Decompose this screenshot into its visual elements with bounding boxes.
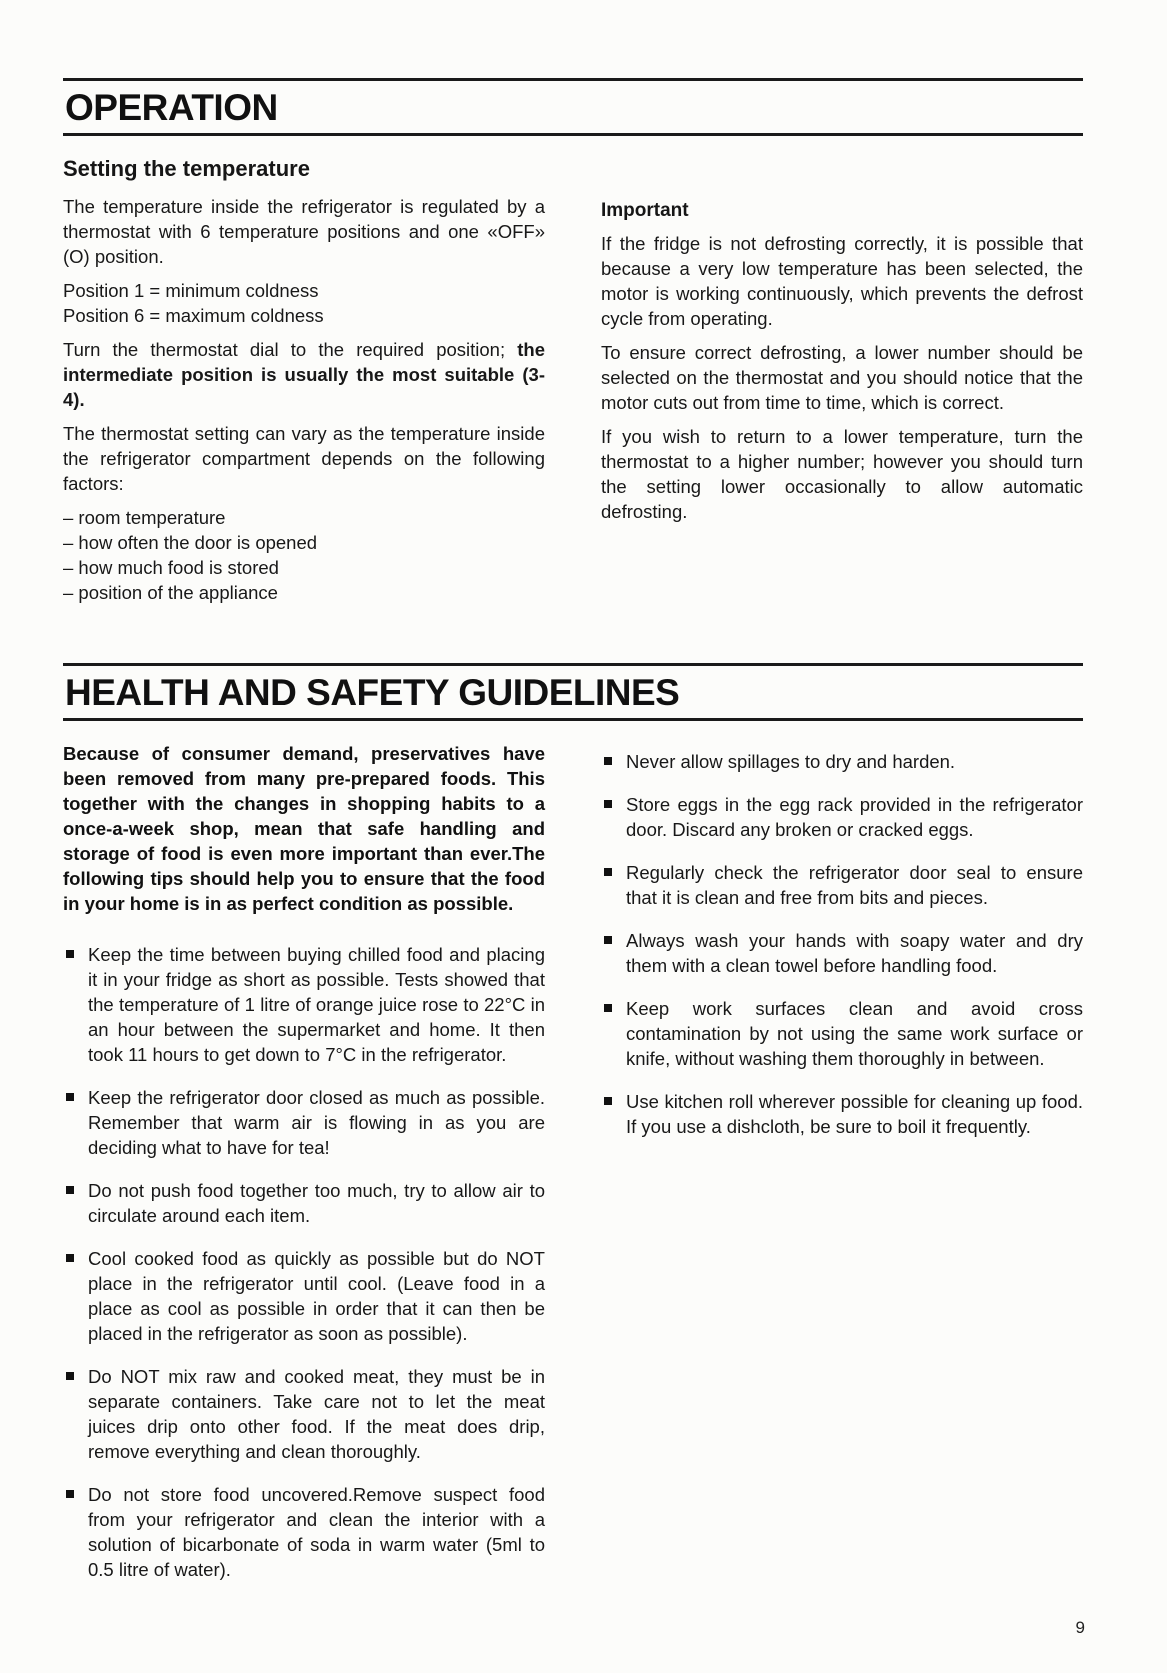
- paragraph: If you wish to return to a lower temperature, turn the thermostat to a higher number; however you should turn the setting lower occasionally to allow automatic defrosting.: [601, 426, 1083, 522]
- factor-item: – how much food is stored: [63, 557, 279, 578]
- health-safety-columns: [63, 741, 1083, 1600]
- operation-title-underline: [63, 133, 1083, 136]
- position-line: Position 1 = minimum coldness: [63, 280, 319, 301]
- bullet-text: Do NOT mix raw and cooked meat, they must be in separate containers. Take care not to let the meat juices drip onto other food. If the meat does drip, remove everything and clean thoroughly.: [88, 1366, 545, 1462]
- operation-right-column: [601, 156, 1083, 605]
- bullet-square-icon: [66, 1186, 74, 1194]
- important-heading: Important: [601, 200, 689, 221]
- setting-temperature-heading: Setting the temperature: [63, 156, 310, 181]
- paragraph: [63, 337, 545, 412]
- health-safety-title: HEALTH AND SAFETY GUIDELINES: [65, 672, 680, 713]
- list-item: [601, 749, 1083, 774]
- page-number: 9: [1075, 1618, 1085, 1637]
- bullet-square-icon: [66, 1490, 74, 1498]
- bullet-square-icon: [604, 1097, 612, 1105]
- health-safety-intro: Because of consumer demand, preservatives have been removed from many pre-prepared foods. This together with the changes in shopping habits to a once-a-week shop, mean that safe handling and storage of food is even more important than ever.The following tips should help you to ensure that the food in your home is in as perfect condition as possible.: [63, 743, 545, 914]
- paragraph: If the fridge is not defrosting correctly, it is possible that because a very low temperature has been selected, the motor is working continuously, which prevents the defrost cycle from operating.: [601, 233, 1083, 329]
- health-safety-section: [63, 663, 1083, 1600]
- operation-columns: [63, 156, 1083, 605]
- operation-left-column: [63, 156, 545, 605]
- list-item: [63, 1178, 545, 1228]
- bullet-square-icon: [66, 1372, 74, 1380]
- factors-list: [63, 505, 545, 605]
- position-line: Position 6 = maximum coldness: [63, 305, 324, 326]
- turn-dial-bold-text: the intermediate position is usually the most suitable (3-4).: [63, 339, 545, 410]
- list-item: [601, 928, 1083, 978]
- bullet-text: Never allow spillages to dry and harden.: [626, 751, 956, 772]
- bullet-square-icon: [66, 950, 74, 958]
- bullet-text: Use kitchen roll wherever possible for cleaning up food. If you use a dishcloth, be sure to boil it frequently.: [626, 1091, 1083, 1137]
- operation-title: OPERATION: [65, 87, 278, 128]
- list-item: [601, 860, 1083, 910]
- bullet-square-icon: [66, 1254, 74, 1262]
- list-item: [601, 1089, 1083, 1139]
- list-item: [601, 792, 1083, 842]
- operation-section: [63, 78, 1083, 605]
- list-item: [63, 1482, 545, 1582]
- health-safety-title-underline: [63, 718, 1083, 721]
- bullet-text: Cool cooked food as quickly as possible but do NOT place in the refrigerator until cool. (Leave food in a place as cool as possible in order that it can then be placed in the refrigerator as soon as possible).: [88, 1248, 545, 1344]
- paragraph: The temperature inside the refrigerator is regulated by a thermostat with 6 temperature positions and one «OFF» (O) position.: [63, 196, 545, 267]
- position-lines: [63, 278, 545, 328]
- list-item: [63, 1085, 545, 1160]
- list-item: [63, 1246, 545, 1346]
- bullet-text: Keep the refrigerator door closed as much as possible. Remember that warm air is flowing in as you are deciding what to have for tea!: [88, 1087, 545, 1158]
- bullet-square-icon: [66, 1093, 74, 1101]
- bullet-text: Always wash your hands with soapy water and dry them with a clean towel before handling food.: [626, 930, 1083, 976]
- bullet-square-icon: [604, 757, 612, 765]
- bullet-text: Do not store food uncovered.Remove suspect food from your refrigerator and clean the interior with a solution of bicarbonate of soda in warm water (5ml to 0.5 litre of water).: [88, 1484, 545, 1580]
- bullet-text: Store eggs in the egg rack provided in the refrigerator door. Discard any broken or cracked eggs.: [626, 794, 1083, 840]
- bullet-square-icon: [604, 1004, 612, 1012]
- factor-item: – position of the appliance: [63, 582, 278, 603]
- bullet-text: Do not push food together too much, try to allow air to circulate around each item.: [88, 1180, 545, 1226]
- list-item: [63, 942, 545, 1067]
- bullet-square-icon: [604, 868, 612, 876]
- bullet-square-icon: [604, 800, 612, 808]
- bullet-text: Regularly check the refrigerator door seal to ensure that it is clean and free from bits and pieces.: [626, 862, 1083, 908]
- factor-item: – room temperature: [63, 507, 226, 528]
- list-item: [63, 1364, 545, 1464]
- turn-dial-text: Turn the thermostat dial to the required position;: [63, 339, 518, 360]
- health-safety-right-column: [601, 741, 1083, 1600]
- bullet-square-icon: [604, 936, 612, 944]
- health-safety-left-column: [63, 741, 545, 1600]
- list-item: [601, 996, 1083, 1071]
- factor-item: – how often the door is opened: [63, 532, 318, 553]
- bullet-text: Keep work surfaces clean and avoid cross contamination by not using the same work surface or knife, without washing them thoroughly in between.: [626, 998, 1083, 1069]
- bullet-text: Keep the time between buying chilled food and placing it in your fridge as short as possible. Tests showed that the temperature of 1 litre of orange juice rose to 22°C in an hour between the supermarket and home. It then took 11 hours to get down to 7°C in the refrigerator.: [88, 944, 545, 1065]
- paragraph: To ensure correct defrosting, a lower number should be selected on the thermostat and you should notice that the motor cuts out from time to time, which is correct.: [601, 342, 1083, 413]
- paragraph: The thermostat setting can vary as the temperature inside the refrigerator compartment depends on the following factors:: [63, 423, 545, 494]
